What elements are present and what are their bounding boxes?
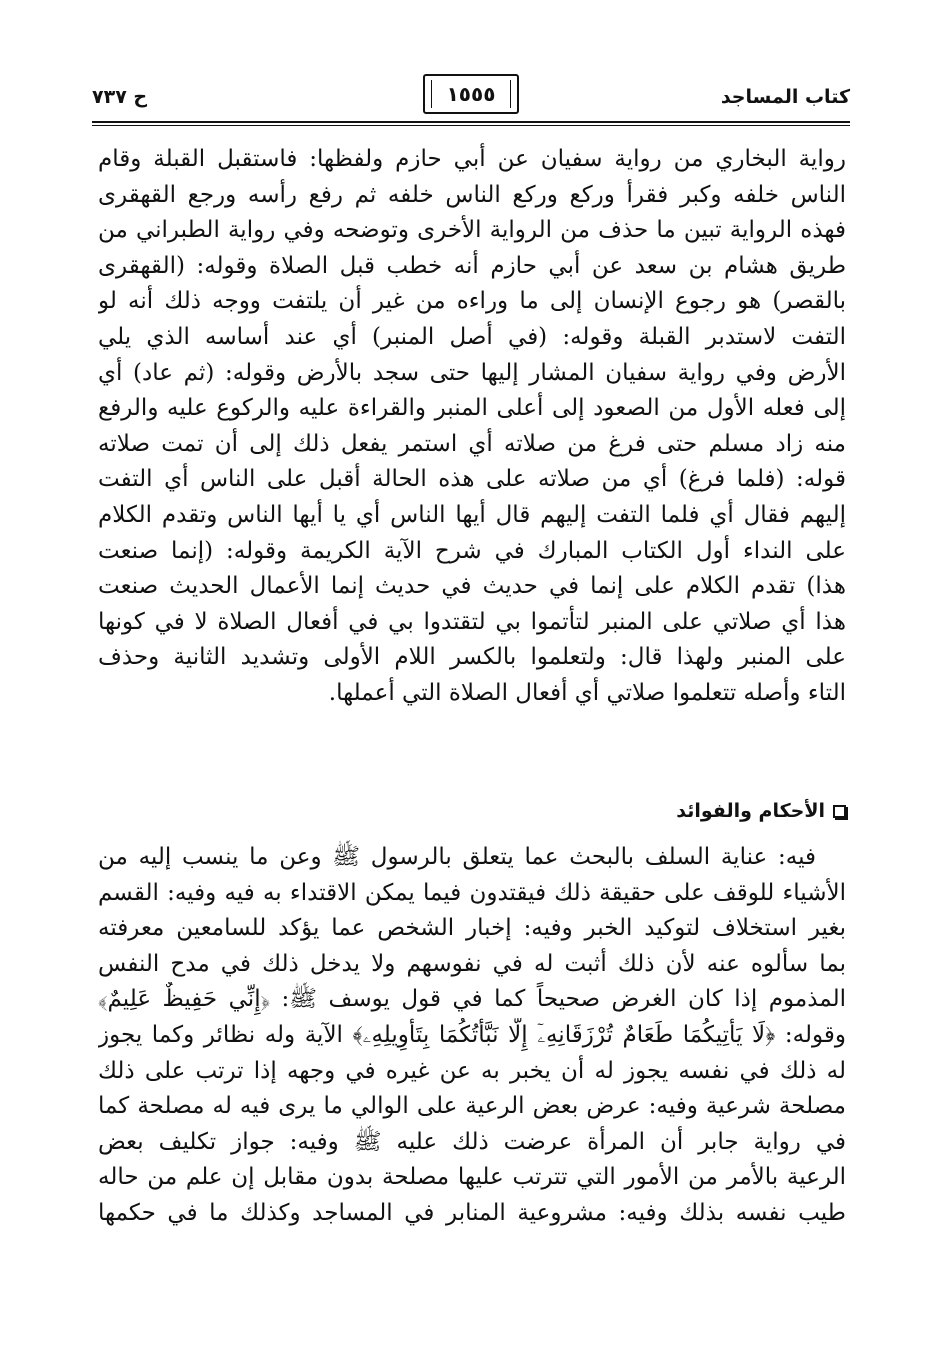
text-line: في رواية جابر أن المرأة عرضت ذلك عليه ﷺ وفيه: جواز تكليف بعض xyxy=(98,1128,846,1155)
header-divider xyxy=(92,121,850,123)
text-line: بالقصر) هو رجوع الإنسان إلى ما وراءه من غير أن يلتفت ووجه ذلك أنه لو xyxy=(98,288,846,315)
header-divider-thin xyxy=(92,125,850,126)
page-number-frame xyxy=(423,74,519,114)
text-line: هذا أي صلاتي على المنبر لتأتموا بي لتقتدوا بي في أفعال الصلاة لا في كونها xyxy=(98,608,846,635)
text-line: فيه: عناية السلف بالبحث عما يتعلق بالرسول ﷺ وعن ما ينسب إليه من xyxy=(98,844,816,870)
text-line: إليهم فقال أي فلما التفت إليهم قال أيها الناس أي يا أيها الناس وتقدم الكلام xyxy=(98,501,846,528)
text-line: على النداء أول الكتاب المبارك في شرح الآية الكريمة وقوله: (إنما صنعت xyxy=(98,537,846,564)
text-line: هذا) تقدم الكلام على إنما في حديث في حديث إنما الأعمال الحديث صنعت xyxy=(98,573,846,600)
text-line: إلى فعله الأول من الصعود إلى أعلى المنبر والقراءة عليه والركوع عليه والرفع xyxy=(98,395,846,422)
hadith-number: ح ٧٣٧ xyxy=(92,86,148,108)
text-line: على المنبر ولهذا قال: ولتعلموا بالكسر اللام الأولى وتشديد الثانية وحذف xyxy=(98,644,846,671)
text-line: رواية البخاري من رواية سفيان عن أبي حازم ولفظها: فاستقبل القبلة وقام xyxy=(98,146,846,172)
rulings-paragraph xyxy=(98,840,846,1232)
text-line: مصلحة شرعية وفيه: عرض بعض الرعية على الوالي ما يرى فيه له مصلحة كما xyxy=(98,1093,846,1120)
text-line: الأرض وفي رواية سفيان المشار إليها حتى سجد بالأرض وقوله: (ثم عاد) أي xyxy=(98,359,846,386)
book-title: كتاب المساجد xyxy=(720,86,850,108)
text-line: الناس خلفه وكبر فقرأ وركع وركع الناس خلفه ثم رفع رأسه ورجع القهقرى xyxy=(98,181,846,208)
text-line: منه زاد مسلم حتى فرغ من صلاته أي استمر يفعل ذلك إلى أن تمت صلاته xyxy=(98,430,846,457)
text-line: وقوله: ﴿لَا يَأْتِيكُمَا طَعَامٌ تُرْزَقَانِهِۦٓ إِلَّا نَبَّأْتُكُمَا بِتَأْوِيلِهِۦ﴾ الآية وله نظائر وكما يجوز xyxy=(98,1021,846,1048)
text-line: الأشياء للوقف على حقيقة ذلك فيقتدون فيما يمكن الاقتداء به فيه وفيه: القسم xyxy=(98,879,846,906)
text-line: بغير استخلاف لتوكيد الخبر وفيه: إخبار الشخص عما يؤكد للسامعين معرفته xyxy=(98,915,846,942)
text-line: قوله: (فلما فرغ) أي من صلاته على هذه الحالة أقبل على الناس أي التفت xyxy=(98,466,846,493)
square-bullet-icon xyxy=(833,805,846,818)
commentary-paragraph xyxy=(98,142,846,712)
page-header xyxy=(92,72,850,122)
text-line: طيب نفسه بذلك وفيه: مشروعية المنابر في المساجد وكذلك ما في حكمها xyxy=(98,1199,846,1226)
text-line: طريق هشام بن سعد عن أبي حازم أنه خطب قبل الصلاة وقوله: (القهقرى xyxy=(98,252,846,279)
text-line: فهذه الرواية تبين ما حذف من الرواية الأخرى وتوضحه وفي رواية الطبراني من xyxy=(98,217,846,244)
section-heading-text: الأحكام والفوائد xyxy=(676,800,825,822)
text-line: له ذلك في نفسه يجوز له أن يخبر به عن غيره في وجهه إذا ترتب على ذلك xyxy=(98,1057,846,1084)
text-line: المذموم إذا كان الغرض صحيحاً كما في قول يوسف ﷺ: ﴿إِنِّي حَفِيظٌ عَلِيمٌ﴾ xyxy=(98,986,846,1013)
text-line: التفت لاستدبر القبلة وقوله: (في أصل المنبر) أي عند أساسه الذي يلي xyxy=(98,323,846,350)
text-line: بما سألوه عنه لأن ذلك أثبت له في نفوسهم ولا يدخل ذلك في مدح النفس xyxy=(98,950,846,977)
page-number: ١٥٥٥ xyxy=(446,82,496,106)
section-heading xyxy=(676,800,846,822)
text-line: الرعية بالأمر من الأمور التي تترتب عليها مصلحة بدون مقابل إن علم من حاله xyxy=(98,1164,846,1191)
text-line: التاء وأصله تتعلموا صلاتي أي أفعال الصلاة التي أعملها. xyxy=(328,679,846,706)
